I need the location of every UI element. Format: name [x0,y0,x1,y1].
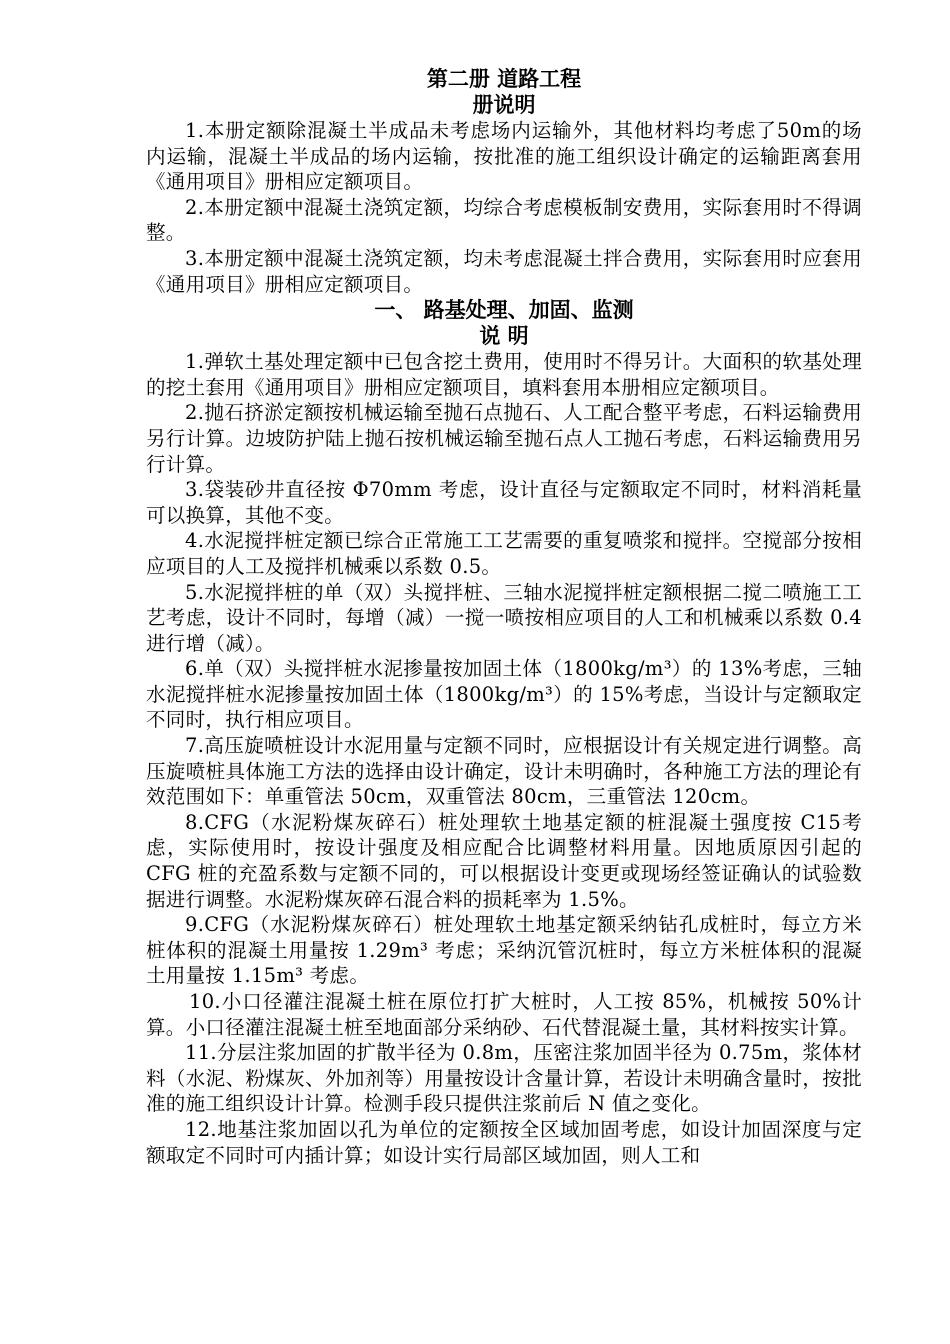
section-item: 1.弹软土基处理定额中已包含挖土费用，使用时不得另计。大面积的软基处理的挖土套用《通用项目》册相应定额项目，填料套用本册相应定额项目。 [146,350,862,399]
book-intro-item: 1.本册定额除混凝土半成品未考虑场内运输外，其他材料均考虑了50m的场内运输，混凝土半成品的场内运输，按批准的施工组织设计确定的运输距离套用《通用项目》册相应定额项目。 [146,119,862,194]
section-item: 4.水泥搅拌桩定额已综合正常施工工艺需要的重复喷浆和搅拌。空搅部分按相应项目的人工及搅拌机械乘以系数 0.5。 [146,529,862,578]
book-title: 第二册 道路工程 [426,67,582,91]
section-item: 7.高压旋喷桩设计水泥用量与定额不同时，应根据设计有关规定进行调整。高压旋喷桩具体施工方法的选择由设计确定，设计未明确时，各种施工方法的理论有效范围如下：单重管法 50cm，双重管法 80cm，三重管法 120cm。 [146,734,862,809]
section-item: 6.单（双）头搅拌桩水泥掺量按加固土体（1800kg/m³）的 13%考虑，三轴水泥搅拌桩水泥掺量按加固土体（1800kg/m³）的 15%考虑，当设计与定额取定不同时，执行相应项目。 [146,657,862,732]
section-item: 2.抛石挤淤定额按机械运输至抛石点抛石、人工配合整平考虑，石料运输费用另行计算。边坡防护陆上抛石按机械运输至抛石点人工抛石考虑，石料运输费用另行计算。 [146,401,862,476]
section-title: 一、 路基处理、加固、监测 [374,298,634,323]
section-item: 12.地基注浆加固以孔为单位的定额按全区域加固考虑，如设计加固深度与定额取定不同时可内插计算；如设计实行局部区域加固，则人工和 [146,1117,862,1167]
document-page [146,66,862,1168]
section-item: 8.CFG（水泥粉煤灰碎石）桩处理软土地基定额的桩混凝土强度按 C15考虑，实际使用时，按设计强度及相应配合比调整材料用量。因地质原因引起的 CFG 桩的充盈系数与定额不同的，可以根据设计变更或现场经签证确认的试验数据进行调整。水泥粉煤灰碎石混合料的损耗率为 1.5%。 [146,810,862,911]
section-item: 10.小口径灌注混凝土桩在原位打扩大桩时，人工按 85%，机械按 50%计算。小口径灌注混凝土桩至地面部分采纳砂、石代替混凝土量，其材料按实计算。 [146,990,862,1039]
section-subtitle: 说 明 [479,324,529,349]
section-item: 5.水泥搅拌桩的单（双）头搅拌桩、三轴水泥搅拌桩定额根据二搅二喷施工工艺考虑，设计不同时，每增（减）一搅一喷按相应项目的人工和机械乘以系数 0.4 进行增（减）。 [146,580,862,655]
section-item: 9.CFG（水泥粉煤灰碎石）桩处理软土地基定额采纳钻孔成桩时，每立方米桩体积的混凝土用量按 1.29m³ 考虑；采纳沉管沉桩时，每立方米桩体积的混凝土用量按 1.15m³ 考虑。 [146,913,862,988]
book-intro-item: 2.本册定额中混凝土浇筑定额，均综合考虑模板制安费用，实际套用时不得调整。 [146,195,862,245]
section-item: 3.袋装砂井直径按 Φ70mm 考虑，设计直径与定额取定不同时，材料消耗量可以换算，其他不变。 [146,478,862,527]
book-intro-title: 册说明 [472,93,536,117]
section-item: 11.分层注浆加固的扩散半径为 0.8m，压密注浆加固半径为 0.75m，浆体材料（水泥、粉煤灰、外加剂等）用量按设计含量计算，若设计未明确含量时，按批准的施工组织设计计算。检测手段只提供注浆前后 N 值之变化。 [146,1041,862,1116]
book-intro-item: 3.本册定额中混凝土浇筑定额，均未考虑混凝土拌合费用，实际套用时应套用《通用项目》册相应定额项目。 [146,246,862,296]
